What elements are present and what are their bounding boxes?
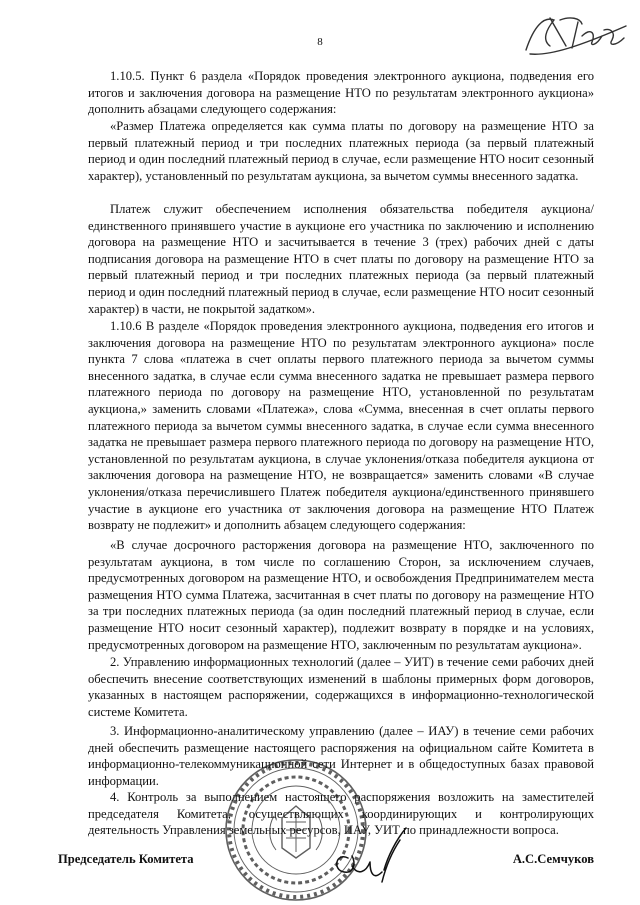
signer-name: А.С.Семчуков [512,852,594,866]
handwritten-initials [520,6,632,62]
handwritten-signature [326,822,418,892]
paragraph-iau: 3. Информационно-аналитическому управлению (далее – ИАУ) в течение семи рабочих дней обеспечить размещение настоящего распоряжения на официальном сайте Комитета в информационно-телекоммуникационной сети Интернет и в общедоступных базах правовой информации. [88,724,594,788]
paragraph-control: 4. Контроль за выполнением настоящего распоряжения возложить на заместителей председателя Комитета, осуществляющих координирующих и контролирующих деятельность Управления земельных ресурсов, ИАУ, УИТ по принадлежности вопроса. [88,790,594,838]
signer-position: Председатель Комитета [58,852,194,866]
paragraph-payment-size: «Размер Платежа определяется как сумма платы по договору на размещение НТО за первый платежный период и три последних платежных периода (за первый платежный период и один последний платежный период в случае, если размещение НТО носит сезонный характер), установленный по результатам аукциона, за вычетом суммы внесенного задатка. [88,119,594,183]
paragraph-early-termination: «В случае досрочного расторжения договора на размещение НТО, заключенного по результатам аукциона, в том числе по соглашению Сторон, за исключением случаев, предусмотренных договором на размещение НТО, и освобождения Предпринимателем места размещения НТО сумма Платежа, засчитанная в счет платы по договору на размещение НТО за три последних платежных периода (за один последний платежный период в случае, если размещение НТО носит сезонный характер), подлежит возврату в порядке и на условиях, предусмотренных договором на размещение НТО, заключенным по результатам аукциона». [88,538,594,652]
paragraph-payment-security: Платеж служит обеспечением исполнения обязательства победителя аукциона/единственного принявшего участие в аукционе его участника по заключению и исполнению договора на размещение НТО и засчитывается в течение 3 (трех) рабочих дней с даты подписания договора на размещение НТО в счет платы по договору на размещение НТО за первый платежный период и три последних платежных периода (за первый платежный период и один последний платежный период в случае, если размещение НТО носит сезонный характер) в части, не покрытой задатком». [88,202,594,316]
paragraph-1-10-6: 1.10.6 В разделе «Порядок проведения электронного аукциона, подведения его итогов и заключения договора на размещение НТО по результатам электронного аукциона» после пункта 7 слова «платежа в счет оплаты первого платежного периода за вычетом суммы внесенного задатка, в случае если сумма внесенного задатка не превышает размера первого платежного периода по договору на размещение НТО, установленной по результатам аукциона,» заменить словами «Платежа», слова «Сумма, внесенная в счет оплаты первого платежного периода за вычетом суммы внесенного задатка, в случае если сумма внесенного задатка не превышает размера первого платежного периода по договору на размещение НТО, установленной по результатам аукциона, в случае уклонения/отказа победителя аукциона от заключения договора на размещение НТО, не возвращается» заменить словами «В случае уклонения/отказа перечислившего Платеж победителя аукциона/единственного принявшего участие в аукционе его участника от заключения договора на размещение НТО Платеж возврату не подлежит» и дополнить абзацем следующего содержания: [88,319,594,533]
paragraph-1-10-5: 1.10.5. Пункт 6 раздела «Порядок проведения электронного аукциона, подведения его итогов и заключения договора на размещение НТО по результатам электронного аукциона» дополнить абзацами следующего содержания: [88,69,594,117]
page-number: 8 [317,36,323,48]
paragraph-uit: 2. Управлению информационных технологий (далее – УИТ) в течение семи рабочих дней обеспечить внесение соответствующих изменений в шаблоны примерных форм договоров, указанных в настоящем распоряжении, содержащихся в информационно-технологической системе Комитета. [88,655,594,719]
